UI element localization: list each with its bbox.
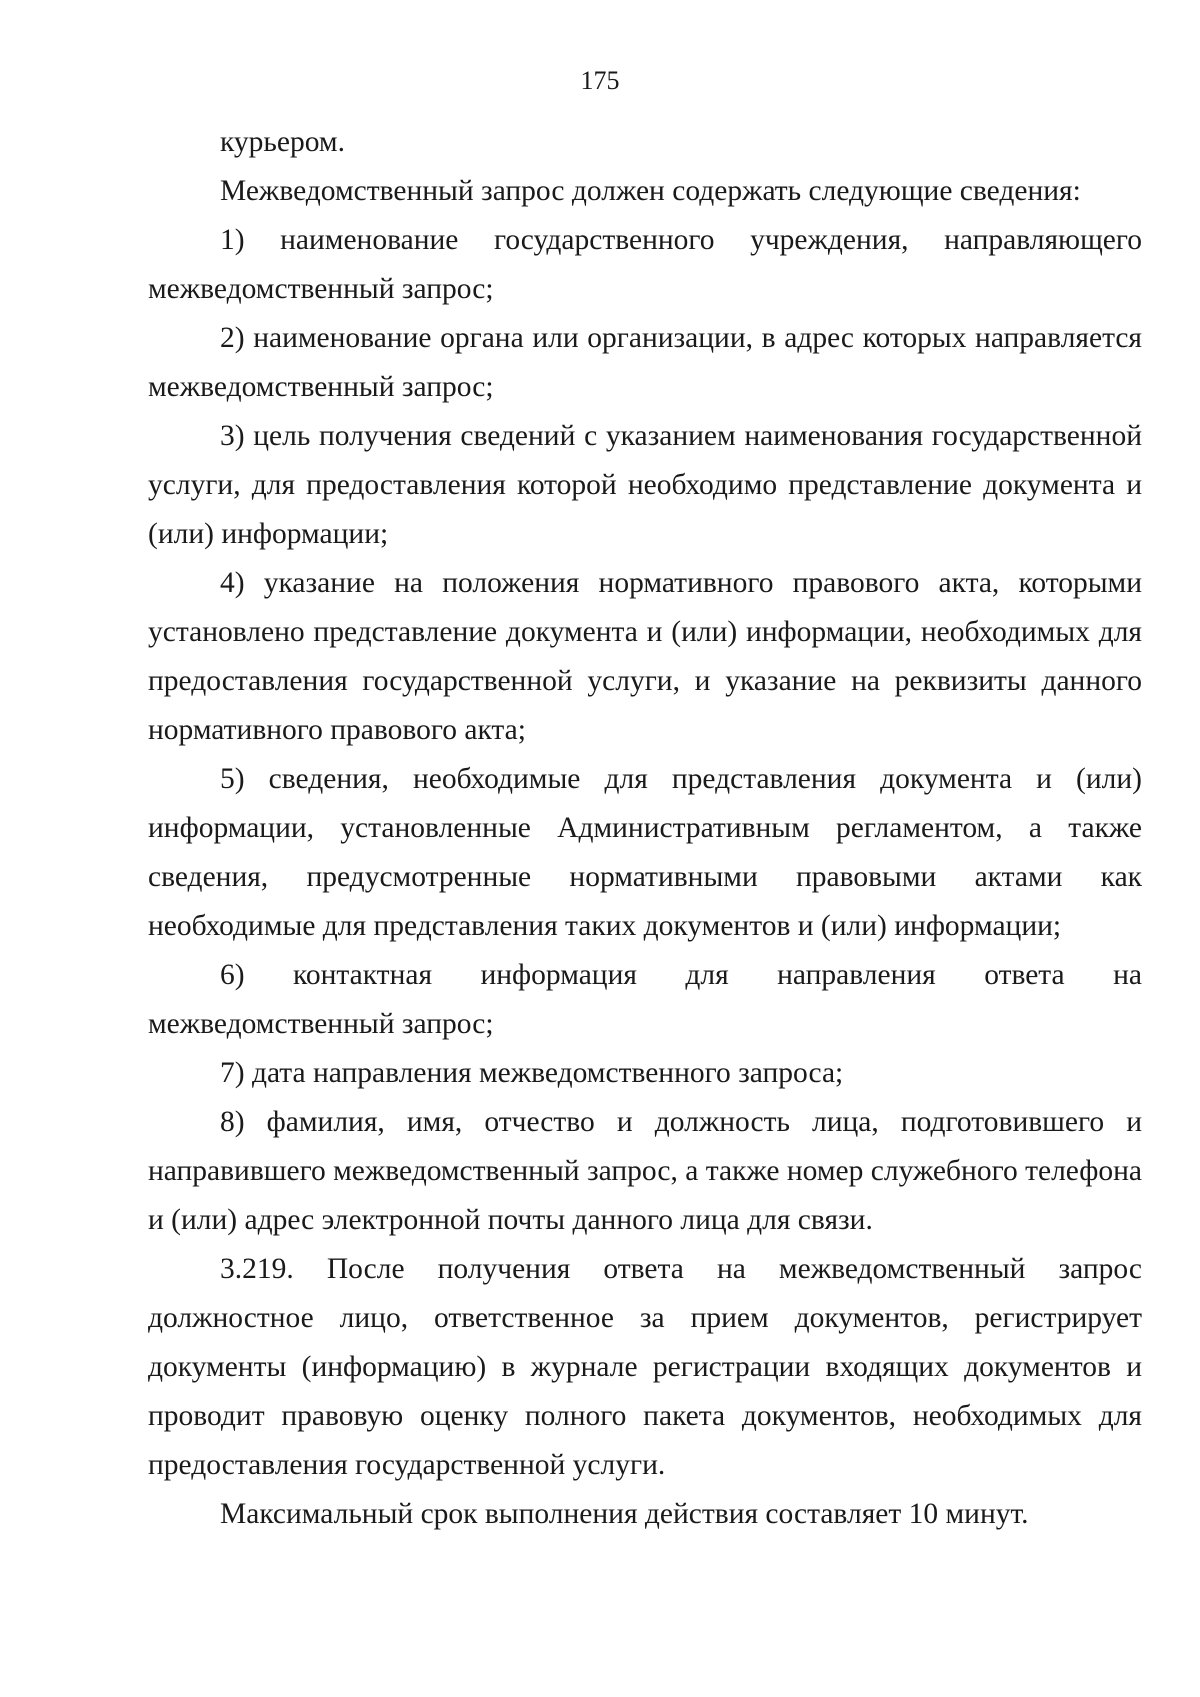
list-item-4: 4) указание на положения нормативного правового акта, которыми установлено представление документа и (или) информации, необходимых для предоставления государственной услуги, и указание на реквизиты данного нормативного правового акта; (148, 567, 1142, 746)
page-number: 175 (580, 66, 620, 95)
list-item-7: 7) дата направления межведомственного запроса; (220, 1057, 844, 1089)
max-duration-paragraph: Максимальный срок выполнения действия составляет 10 минут. (220, 1498, 1029, 1530)
list-item-6: 6) контактная информация для направления ответа на межведомственный запрос; (148, 959, 1142, 1040)
document-body (148, 118, 1142, 1539)
list-item-1: 1) наименование государственного учреждения, направляющего межведомственный запрос; (148, 224, 1142, 305)
paragraph-continuation: курьером. (220, 126, 345, 158)
list-item-2: 2) наименование органа или организации, в адрес которых направляется межведомственный запрос; (148, 322, 1142, 403)
list-item-5: 5) сведения, необходимые для представления документа и (или) информации, установленные Административным регламентом, а также сведения, предусмотренные нормативными правовыми актами как необходимые для представления таких документов и (или) информации; (148, 763, 1142, 942)
list-item-3: 3) цель получения сведений с указанием наименования государственной услуги, для предоставления которой необходимо представление документа и (или) информации; (148, 420, 1142, 550)
clause-3-219: 3.219. После получения ответа на межведомственный запрос должностное лицо, ответственное за прием документов, регистрирует документы (информацию) в журнале регистрации входящих документов и проводит правовую оценку полного пакета документов, необходимых для предоставления государственной услуги. (148, 1253, 1142, 1481)
paragraph-request-contents-intro: Межведомственный запрос должен содержать следующие сведения: (220, 175, 1081, 207)
list-item-8: 8) фамилия, имя, отчество и должность лица, подготовившего и направившего межведомственный запрос, а также номер служебного телефона и (или) адрес электронной почты данного лица для связи. (148, 1106, 1142, 1236)
